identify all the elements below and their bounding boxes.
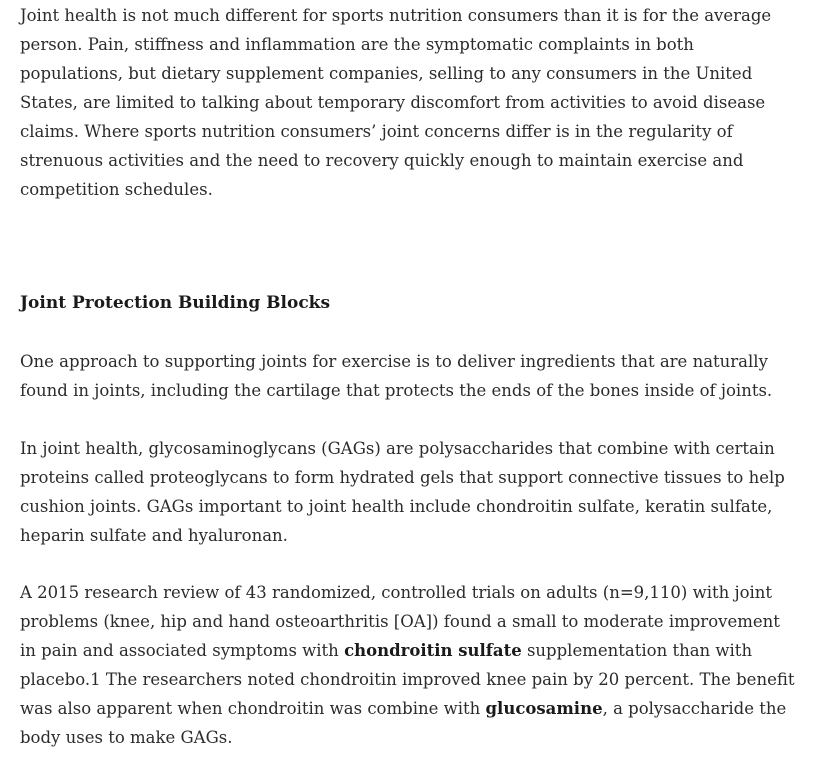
chondroitin-sulfate-term: chondroitin sulfate <box>344 641 522 660</box>
gags-paragraph: In joint health, glycosaminoglycans (GAGs) are polysaccharides that combine with certain proteins called proteoglycans to form hydrated gels that support connective tissues to help cushion joints. GAGs important to joint health include chondroitin sulfate, keratin sulfate, heparin sulfate and hyaluronan. <box>20 439 785 545</box>
intro-paragraph: Joint health is not much different for sports nutrition consumers than it is for the average person. Pain, stiffness and inflammation are the symptomatic complaints in both populations, but dietary supplement companies, selling to any consumers in the United States, are limited to talking about temporary discomfort from activities to avoid disease claims. Where sports nutrition consumers’ joint concerns differ is in the regularity of strenuous activities and the need to recovery quickly enough to maintain exercise and competition schedules. <box>20 6 772 199</box>
review-paragraph <box>20 578 800 752</box>
glucosamine-term: glucosamine <box>485 699 603 718</box>
review-text-1: A 2015 research review of 43 randomized, controlled trials on adults (n=9,110) with joint problems (knee, hip and hand osteoarthritis [OA]) found a small to moderate improvement in pain and associated symptoms with <box>20 583 780 660</box>
review-text-2: supplementation than with placebo.1 The researchers noted chondroitin improved knee pain by 20 percent. The benefit was also apparent when chondroitin was combine with <box>20 641 795 718</box>
review-text-3: , a polysaccharide the body uses to make GAGs. <box>20 699 787 747</box>
section-heading: Joint Protection Building Blocks <box>20 293 331 313</box>
approach-paragraph: One approach to supporting joints for exercise is to deliver ingredients that are naturally found in joints, including the cartilage that protects the ends of the bones inside of joints. <box>20 352 773 400</box>
